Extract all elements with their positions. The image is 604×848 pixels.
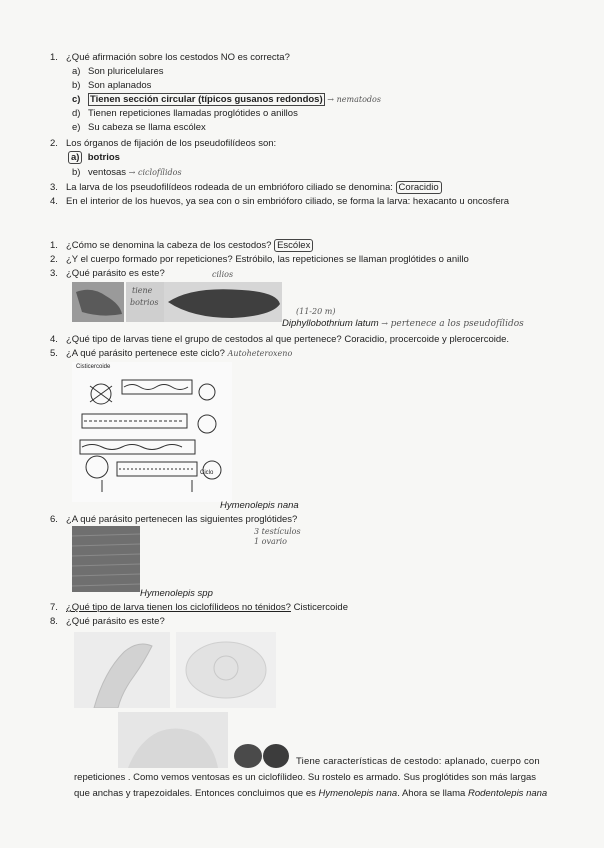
s2-q7-text: ¿Qué tipo de larva tienen los ciclofílideos no ténidos? (66, 602, 291, 613)
s2-q1-number: 1. (50, 240, 58, 251)
s1-question-2 (50, 138, 276, 150)
label-tiene: tiene (132, 286, 153, 295)
label-cilios: cilios (212, 270, 234, 279)
option-letter: a) (72, 66, 81, 77)
micrograph-2 (176, 632, 276, 708)
s1-q1-option-e (72, 122, 206, 134)
s1-q2-text: Los órganos de fijación de los pseudofilídeos son: (66, 138, 277, 149)
micrograph-3 (118, 712, 228, 768)
answer-paragraph-line-2: repeticiones . Como vemos ventosas es un ciclofílideo. Su rostelo es armado. Sus proglótides son más largas (74, 772, 537, 783)
option-text: Tienen repeticiones llamadas proglótides o anillos (88, 108, 298, 119)
s2-q7-answer: Cisticercoide (293, 602, 348, 613)
option-letter: c) (72, 94, 81, 105)
s2-q4-text: ¿Qué tipo de larvas tiene el grupo de cestodos al que pertenece? (66, 334, 342, 345)
arrow-icon: → (327, 95, 334, 104)
s1-q1-option-c (72, 94, 381, 106)
option-letter: e) (72, 122, 81, 133)
option-letter: b) (72, 167, 81, 178)
diagram-caption: Hymenolepis nana (220, 500, 299, 511)
s1-q4-number: 4. (50, 196, 58, 207)
handwritten-note: nematodos (336, 95, 381, 104)
s2-q5-number: 5. (50, 348, 58, 359)
s2-question-2 (50, 254, 469, 266)
s1-q1-number: 1. (50, 52, 58, 63)
arrow-icon: → (381, 319, 388, 328)
s2-q4-answer: Coracidio, procercoide y plerocercoide. (344, 334, 510, 345)
life-cycle-drawing (72, 362, 232, 502)
s1-q1-option-b (72, 80, 151, 92)
s1-q3-text: La larva de los pseudofilídeos rodeada de un embrióforo ciliado se denomina: (66, 182, 393, 193)
option-text: Son aplanados (88, 80, 152, 91)
handwritten-note: ciclofílidos (138, 168, 182, 177)
micrograph-3-image (118, 712, 228, 768)
para-species-1: Hymenolepis nana (318, 788, 398, 799)
para-text-a: que anchas y trapezoidales. Entonces concluimos que es (74, 788, 319, 799)
para-text-c: . Ahora se llama (397, 788, 468, 799)
s1-q2-option-b (72, 167, 182, 179)
s2-q3-number: 3. (50, 268, 58, 279)
s2-q5-text: ¿A qué parásito pertenece este ciclo? (66, 348, 225, 359)
option-text: Son pluricelulares (88, 66, 164, 77)
tapeworm-image (72, 282, 282, 322)
s2-question-6 (50, 514, 297, 526)
s2-q8-number: 8. (50, 616, 58, 627)
s2-q2-number: 2. (50, 254, 58, 265)
diagram-label: Cisticercoide (76, 364, 111, 370)
s1-question-1 (50, 52, 290, 64)
option-text: ventosas (88, 167, 127, 178)
s2-q4-number: 4. (50, 334, 58, 345)
handwritten-note: pertenece a los pseudofílidos (390, 319, 524, 329)
s1-q2-number: 2. (50, 138, 58, 149)
s1-q1-option-d (72, 108, 298, 120)
handwritten-note-2: 1 ovario (254, 537, 287, 546)
proglottid-photo (72, 526, 140, 592)
s1-q4-text: En el interior de los huevos, ya sea con o sin embrióforo ciliado, se forma la larva: hexacanto u oncosfera (66, 196, 510, 207)
s2-question-8 (50, 616, 165, 628)
s1-question-3 (50, 182, 442, 194)
proglottid-image (72, 526, 140, 592)
s2-question-4 (50, 334, 509, 346)
s2-question-5 (50, 348, 292, 360)
s1-q2-option-a (68, 152, 120, 164)
s1-q1-option-a (72, 66, 164, 78)
proglottid-caption: Hymenolepis spp (140, 588, 213, 599)
arrow-icon: → (128, 168, 136, 177)
label-botrios: botrios (130, 298, 159, 307)
s2-q3-text: ¿Qué parásito es este? (66, 268, 165, 279)
life-cycle-diagram (72, 362, 232, 502)
para-species-2: Rodentolepis nana (467, 788, 548, 799)
species-label (282, 318, 524, 330)
option-letter: d) (72, 108, 81, 119)
micrograph-1 (74, 632, 170, 708)
s2-q7-number: 7. (50, 602, 58, 613)
s2-q8-text: ¿Qué parásito es este? (66, 616, 165, 627)
s1-q1-text: ¿Qué afirmación sobre los cestodos NO es correcta? (66, 52, 290, 63)
s2-q1-answer: Escólex (274, 239, 313, 252)
size-note: (11-20 m) (296, 307, 336, 316)
answer-paragraph-line-3 (74, 788, 547, 800)
diagram-label-2: Ciclo (200, 470, 214, 476)
s2-q6-number: 6. (50, 514, 58, 525)
s2-q1-text: ¿Cómo se denomina la cabeza de los cestodos? (66, 240, 272, 251)
handwritten-note-1: 3 testículos (254, 527, 301, 536)
s2-question-1 (50, 240, 313, 252)
answer-paragraph-line-1: Tiene características de cestodo: aplanado, cuerpo con (296, 756, 540, 767)
micrograph-4-image (232, 738, 290, 768)
option-letter: b) (72, 80, 81, 91)
s1-q3-answer: Coracidio (396, 181, 442, 194)
handwritten-note: Autoheteroxeno (227, 349, 293, 358)
option-box (68, 151, 82, 164)
option-text-selected: Tienen sección circular (típicos gusanos redondos) (90, 94, 323, 105)
option-text: Su cabeza se llama escólex (88, 122, 206, 133)
s1-question-4 (50, 196, 509, 208)
s2-q6-text: ¿A qué parásito pertenecen las siguientes proglótides? (66, 514, 298, 525)
s1-q3-number: 3. (50, 182, 58, 193)
s2-q2-text: ¿Y el cuerpo formado por repeticiones? Estróbilo, las repeticiones se llaman proglótides o anillo (66, 254, 469, 265)
micrograph-2-image (176, 632, 276, 708)
option-letter: a) (71, 152, 80, 163)
s2-question-7 (50, 602, 348, 614)
s2-question-3 (50, 268, 165, 280)
micrograph-1-image (74, 632, 170, 708)
species-name: Diphyllobothrium latum (282, 318, 379, 329)
micrograph-4 (232, 738, 290, 768)
option-text-selected: botrios (87, 152, 120, 163)
